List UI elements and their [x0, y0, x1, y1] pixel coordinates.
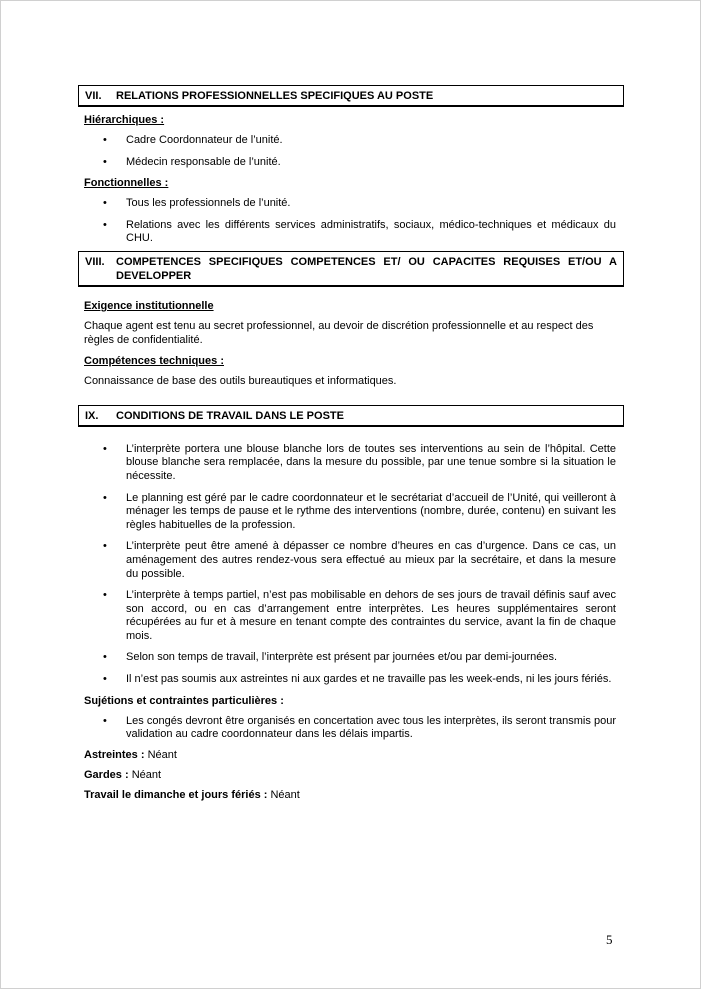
section-viii-header [78, 251, 624, 287]
fonctionnelles-heading: Fonctionnelles : [84, 177, 169, 190]
gardes-value: Néant [128, 768, 162, 781]
bullet-icon: • [103, 589, 107, 602]
exigence-text: Chaque agent est tenu au secret professionnel, au devoir de discrétion professionnelle et au respect des règles de confidentialité. [84, 319, 594, 346]
gardes-label: Gardes : [84, 768, 129, 781]
bullet-icon: • [103, 442, 107, 455]
hierarchiques-list [78, 134, 624, 169]
document-body [78, 85, 624, 802]
exigence-heading: Exigence institutionnelle [84, 299, 214, 312]
bullet-icon: • [103, 155, 107, 168]
bullet-icon: • [103, 218, 107, 231]
list-item: • Les congés devront être organisés en concertation avec tous les interprètes, ils seront transmis pour validation au cadre coordonnateur dans les délais impartis. [103, 714, 616, 741]
section-number: VII. [85, 90, 102, 102]
travail-line [84, 788, 624, 802]
bullet-icon: • [103, 197, 107, 210]
fonctionnelles-list [78, 197, 624, 246]
conditions-list [78, 443, 624, 687]
list-item: • Tous les professionnels de l’unité. [103, 197, 291, 210]
bullet-icon: • [103, 673, 107, 686]
section-number: IX. [85, 409, 99, 422]
list-item: • Relations avec les différents services administratifs, sociaux, médico-techniques et médicaux du CHU. [103, 218, 616, 245]
astreintes-value: Néant [144, 748, 177, 761]
section-vii-header [78, 85, 624, 107]
section-ix-header [78, 405, 624, 427]
section-title: RELATIONS PROFESSIONNELLES SPECIFIQUES AU POSTE [116, 90, 434, 102]
sujetions-heading: Sujétions et contraintes particulières : [84, 694, 284, 707]
section-title: COMPETENCES SPECIFIQUES COMPETENCES ET/ OU CAPACITES REQUISES ET/OU A DEVELOPPER [116, 255, 617, 282]
list-item: • Il n’est pas soumis aux astreintes ni aux gardes et ne travaille pas les week-ends, ni les jours fériés. [103, 673, 612, 686]
competences-heading: Compétences techniques : [84, 355, 224, 368]
section-title: CONDITIONS DE TRAVAIL DANS LE POSTE [116, 409, 344, 422]
bullet-icon: • [103, 540, 107, 553]
list-item: • Selon son temps de travail, l’interprète est présent par journées et/ou par demi-journées. [103, 651, 558, 664]
list-item: • Le planning est géré par le cadre coordonnateur et le secrétariat d’accueil de l’Unité, qui veilleront à ménager les temps de pause et le rythme des interventions (nombre, durée, contenu) en suivant les règles habituelles de la profession. [103, 491, 616, 531]
list-item: • Cadre Coordonnateur de l’unité. [103, 134, 283, 146]
competences-text: Connaissance de base des outils bureautiques et informatiques. [84, 375, 397, 388]
list-item: • Médecin responsable de l’unité. [103, 155, 281, 168]
page-number: 5 [606, 932, 613, 947]
bullet-icon: • [103, 491, 107, 504]
bullet-icon: • [103, 134, 107, 146]
list-item: • L’interprète portera une blouse blanche lors de toutes ses interventions au sein de l’hôpital. Cette blouse blanche sera remplacée, dans la mesure du possible, par une tenue sombre si la situation le nécessite. [103, 442, 616, 482]
bullet-icon: • [103, 651, 107, 664]
bullet-icon: • [103, 714, 107, 727]
gardes-line [84, 768, 624, 782]
hierarchiques-heading: Hiérarchiques : [84, 114, 165, 126]
travail-label: Travail le dimanche et jours fériés : [84, 788, 268, 801]
astreintes-label: Astreintes : [84, 748, 145, 761]
list-item: • L’interprète à temps partiel, n’est pas mobilisable en dehors de ses jours de travail définis sauf avec son accord, ou en cas d’arrangement entre interprètes. Les heures supplémentaires seront récupérées au fur et à mesure en tenant compte des contraintes du service, avant la fin de chaque mois. [103, 589, 616, 642]
travail-value: Néant [267, 788, 300, 801]
sujetions-list [78, 715, 624, 742]
astreintes-line [84, 748, 624, 762]
section-number: VIII. [85, 255, 105, 268]
list-item: • L’interprète peut être amené à dépasser ce nombre d’heures en cas d’urgence. Dans ce cas, un aménagement des autres rendez-vous sera effectué au mieux par la secrétaire, et dans la mesure du possible. [103, 540, 616, 580]
